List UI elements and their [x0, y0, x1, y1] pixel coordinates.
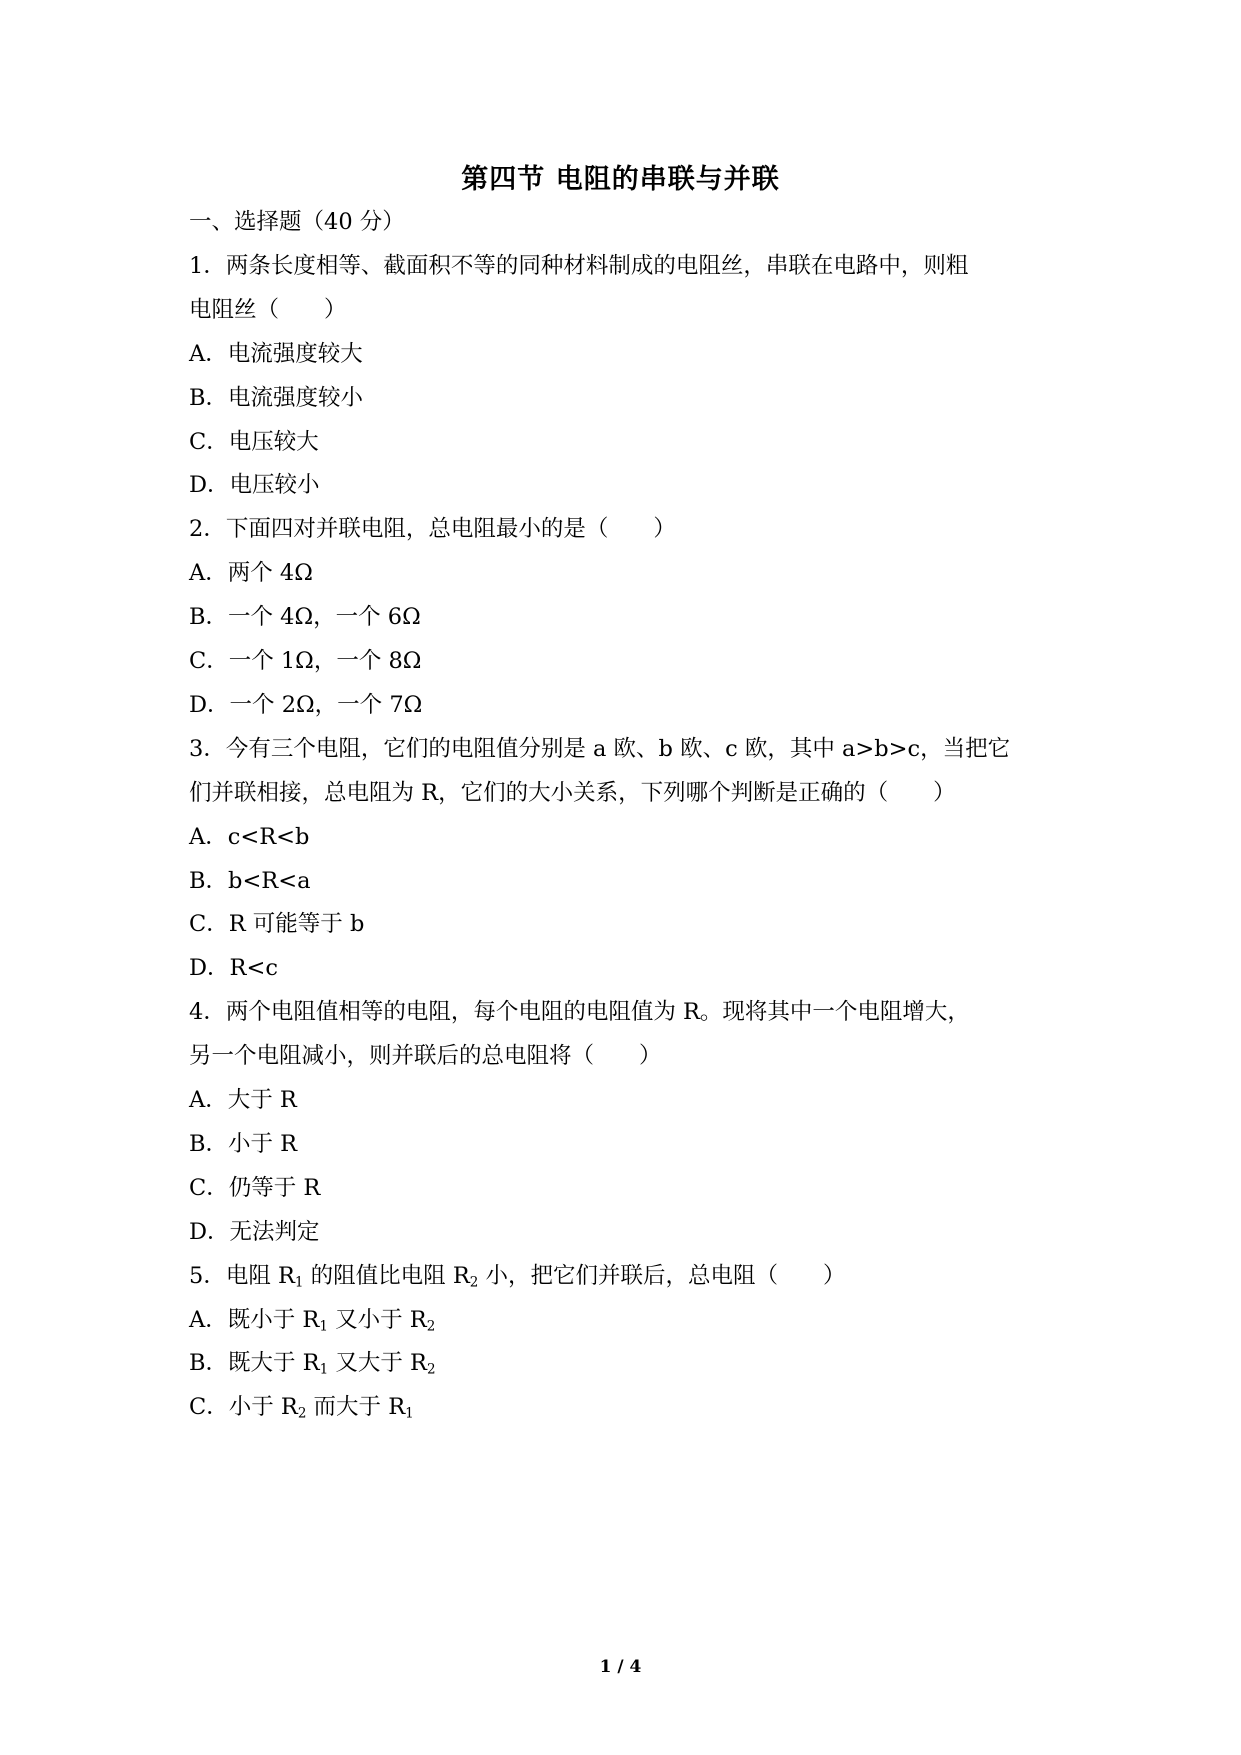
text-segment: 的阻值比电阻 R [303, 1262, 470, 1289]
text-segment: B．既大于 R [189, 1350, 320, 1377]
answer-option [189, 600, 421, 634]
question-text [189, 249, 968, 283]
text-segment: 1．两条长度相等、截面积不等的同种材料制成的电阻丝，串联在电路中，则粗 [189, 252, 969, 279]
text-segment: 另一个电阻减小，则并联后的总电阻将（ ） [189, 1043, 662, 1070]
text-segment: 而大于 R [306, 1394, 406, 1421]
subscript: 2 [469, 1273, 479, 1290]
answer-option [189, 1215, 320, 1249]
text-segment: B．一个 4Ω，一个 6Ω [189, 604, 421, 631]
question-text [189, 512, 676, 546]
answer-option [189, 425, 319, 459]
text-segment: 2．下面四对并联电阻，总电阻最小的是（ ） [189, 516, 676, 543]
text-segment: D．无法判定 [189, 1218, 320, 1245]
text-segment: 们并联相接，总电阻为 R，它们的大小关系，下列哪个判断是正确的（ ） [189, 779, 956, 806]
text-segment: D．电压较小 [189, 472, 320, 499]
answer-option [189, 951, 278, 985]
text-segment: 小，把它们并联后，总电阻（ ） [478, 1262, 846, 1289]
text-segment: B．b<R<a [189, 867, 311, 894]
question-text [189, 776, 956, 810]
text-segment: A．既小于 R [189, 1306, 320, 1333]
text-segment: A．电流强度较大 [189, 340, 363, 367]
text-segment: A．大于 R [189, 1087, 297, 1113]
page-number: 1 / 4 [599, 1657, 642, 1677]
subscript: 1 [405, 1405, 414, 1422]
subscript: 1 [319, 1317, 328, 1334]
text-segment: A．c<R<b [189, 823, 310, 850]
page-title: 第四节 电阻的串联与并联 [461, 164, 780, 195]
section-heading: 一、选择题（40 分） [189, 209, 405, 235]
subscript: 1 [294, 1273, 304, 1290]
answer-option [189, 907, 364, 941]
answer-option [189, 1083, 297, 1117]
answer-option [189, 864, 311, 898]
text-segment: 又大于 R [328, 1350, 427, 1377]
text-segment: C．小于 R [189, 1394, 298, 1421]
answer-option [189, 1171, 320, 1205]
text-segment: C．一个 1Ω，一个 8Ω [189, 648, 422, 674]
text-segment: 3．今有三个电阻，它们的电阻值分别是 a 欧、b 欧、c 欧，其中 a>b>c，当把它 [189, 735, 1011, 762]
answer-option [189, 644, 421, 678]
answer-option [189, 468, 320, 502]
answer-option [189, 381, 363, 415]
answer-option [189, 1346, 436, 1380]
question-text [189, 1039, 662, 1073]
text-segment: C．R 可能等于 b [189, 911, 365, 938]
text-segment: B．电流强度较小 [189, 384, 364, 411]
text-segment: A．两个 4Ω [189, 560, 313, 587]
subscript: 1 [319, 1361, 329, 1378]
text-segment: D．一个 2Ω，一个 7Ω [189, 691, 423, 718]
question-text [189, 293, 347, 327]
answer-option [189, 1303, 435, 1337]
text-segment: 4．两个电阻值相等的电阻，每个电阻的电阻值为 R。现将其中一个电阻增大， [189, 999, 970, 1026]
text-segment: C．电压较大 [189, 428, 319, 455]
text-segment: 又小于 R [327, 1306, 427, 1333]
answer-option [189, 1390, 414, 1424]
text-segment: 电阻丝（ ） [189, 296, 347, 323]
subscript: 2 [426, 1361, 436, 1378]
answer-option [189, 1127, 297, 1161]
text-segment: C．仍等于 R [189, 1174, 321, 1201]
answer-option [189, 337, 363, 371]
question-text [189, 1259, 846, 1293]
question-text [189, 732, 1010, 766]
text-segment: D．R<c [189, 955, 278, 982]
answer-option [189, 688, 422, 722]
answer-option [189, 556, 313, 590]
subscript: 2 [297, 1405, 307, 1422]
question-text [189, 995, 970, 1029]
text-segment: 5．电阻 R [189, 1262, 295, 1289]
subscript: 2 [426, 1317, 436, 1334]
answer-option [189, 820, 309, 854]
text-segment: B．小于 R [189, 1130, 298, 1157]
